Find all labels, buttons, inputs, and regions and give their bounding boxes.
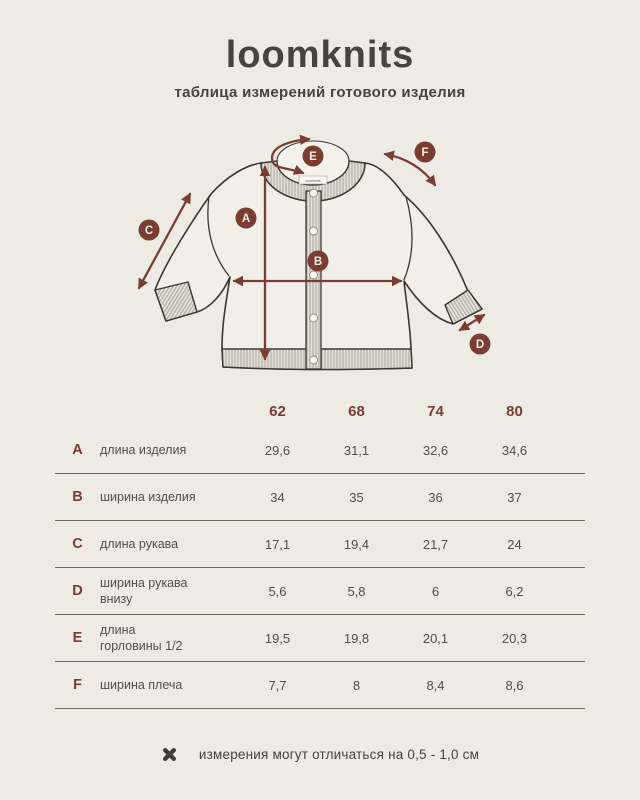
svg-text:F: F [421, 147, 429, 159]
row-letter: A [72, 442, 83, 458]
table-row-a [55, 427, 585, 474]
garment-tag-label: loomknits [305, 179, 321, 183]
value-cell: 34 [270, 489, 285, 505]
garment-tag [299, 176, 327, 184]
marker-b [308, 251, 329, 272]
value-cell: 17,1 [264, 536, 291, 552]
row-letter: B [72, 489, 83, 505]
button-dot [310, 189, 318, 197]
marker-f [415, 142, 436, 163]
row-label: ширина изделия [100, 489, 196, 504]
size-header: 74 [427, 402, 444, 420]
value-cell: 34,6 [501, 442, 528, 458]
svg-text:B: B [313, 256, 323, 268]
value-cell: 20,3 [501, 630, 528, 646]
value-cell: 31,1 [343, 442, 370, 458]
note-text: измерения могут отличаться на 0,5 - 1,0 см [198, 747, 480, 762]
row-label: ширина плеча [100, 677, 183, 692]
marker-a [236, 208, 257, 229]
value-cell: 19,4 [343, 536, 370, 552]
table-row-b [55, 474, 585, 521]
row-letter: D [72, 583, 83, 599]
value-cell: 32,6 [422, 442, 449, 458]
size-header: 68 [348, 402, 365, 420]
value-cell: 5,8 [347, 583, 366, 599]
button-dot [310, 356, 318, 364]
value-cell: 6,2 [505, 583, 524, 599]
diagram-container [0, 103, 640, 395]
svg-text:E: E [309, 151, 317, 163]
value-cell: 8 [352, 677, 361, 693]
value-cell: 7,7 [268, 677, 287, 693]
value-cell: 5,6 [268, 583, 287, 599]
row-label: ширина рукава внизу [100, 575, 188, 606]
value-cell: 20,1 [422, 630, 449, 646]
button-dot [310, 271, 318, 279]
footer-note [0, 746, 640, 763]
header [0, 0, 640, 101]
size-header: 80 [506, 402, 523, 420]
button-dot [310, 314, 318, 322]
row-letter: E [72, 630, 83, 646]
table-row-d [55, 568, 585, 615]
value-cell: 8,6 [505, 677, 524, 693]
row-letter: F [73, 677, 82, 693]
size-table [55, 395, 585, 709]
value-cell: 29,6 [264, 442, 291, 458]
svg-text:C: C [144, 225, 154, 237]
row-label: длина рукава [100, 536, 179, 551]
value-cell: 8,4 [426, 677, 445, 693]
value-cell: 21,7 [422, 536, 449, 552]
value-cell: 24 [507, 536, 522, 552]
row-letter: C [72, 536, 83, 552]
marker-e [303, 146, 324, 167]
marker-c [139, 220, 160, 241]
marker-d [470, 334, 491, 355]
row-label: длина горловины 1/2 [100, 622, 183, 653]
clover-x-icon [161, 746, 178, 763]
size-header: 62 [269, 402, 286, 420]
svg-text:A: A [241, 213, 251, 225]
value-cell: 35 [349, 489, 364, 505]
brand-title: loomknits [225, 34, 415, 76]
table-row-c [55, 521, 585, 568]
button-dot [310, 227, 318, 235]
value-cell: 37 [507, 489, 522, 505]
value-cell: 19,8 [343, 630, 370, 646]
table-row-f [55, 662, 585, 709]
value-cell: 36 [428, 489, 443, 505]
value-cell: 6 [431, 583, 440, 599]
row-label: длина изделия [100, 442, 187, 457]
page-subtitle: таблица измерений готового изделия [174, 84, 466, 101]
garment-measurement-diagram [0, 103, 640, 395]
table-row-e [55, 615, 585, 662]
svg-text:D: D [475, 339, 485, 351]
value-cell: 19,5 [264, 630, 291, 646]
size-header-row [55, 395, 585, 427]
